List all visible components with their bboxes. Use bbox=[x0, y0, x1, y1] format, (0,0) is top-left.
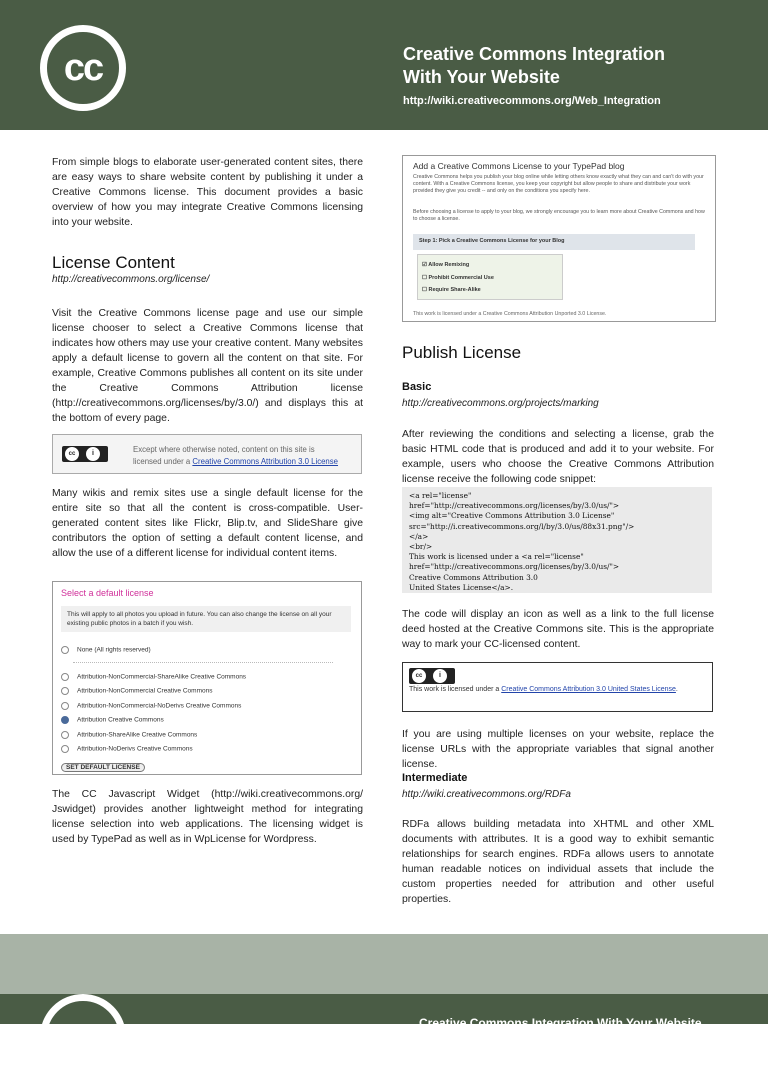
cc-badge-small: cc i bbox=[409, 668, 455, 684]
cc-logo: cc bbox=[40, 25, 126, 111]
intermediate-url[interactable]: http://wiki.creativecommons.org/RDFa bbox=[402, 789, 571, 800]
flickr-option-3[interactable]: Attribution-NonCommercial-NoDerivs Creative Commons bbox=[61, 702, 241, 710]
page-divider-band bbox=[0, 934, 768, 994]
header-bar bbox=[0, 0, 768, 130]
publish-license-heading: Publish License bbox=[402, 343, 522, 362]
site-license-notice bbox=[52, 434, 362, 474]
typepad-options bbox=[417, 254, 563, 300]
typepad-desc: Creative Commons helps you publish your blog online while letting others know exactly what they can and can't do with your content. With a Creative Commons license, you keep your copyright but allow people to share and distribute your work provided they give you credit -- and only on the conditions you specify here. bbox=[413, 174, 704, 195]
flickr-option-0[interactable]: None (All rights reserved) bbox=[61, 646, 151, 654]
title-line-2: With Your Website bbox=[403, 67, 560, 87]
title-line-1: Creative Commons Integration bbox=[403, 44, 666, 64]
typepad-title: Add a Creative Commons License to your TypePad blog bbox=[413, 161, 625, 171]
flickr-option-1[interactable]: Attribution-NonCommercial-ShareAlike Creative Commons bbox=[61, 673, 246, 681]
notice-text: Except where otherwise noted, content on this site is licensed under a Creative Commons Attribution 3.0 License bbox=[133, 445, 339, 466]
divider bbox=[73, 662, 333, 663]
header-url[interactable]: http://wiki.creativecommons.org/Web_Integration bbox=[403, 95, 661, 107]
intro-paragraph: From simple blogs to elaborate user-generated content sites, there are easy ways to share website content by publishing it under a Creative Commons license. This document provides a basic overview of how you may integrate Creative Commons licensing into your website. bbox=[52, 157, 363, 228]
wiki-paragraph: Many wikis and remix sites use a single default license for the entire site so that all the content is cross-compatible. User-generated content sites like Flickr, Blip.tv, and SlideShare give contributors the option of setting a default content license, and allow the use of a different license for individual content items. bbox=[52, 488, 363, 559]
set-default-license-button[interactable]: SET DEFAULT LICENSE bbox=[61, 763, 145, 772]
intermediate-section bbox=[402, 771, 714, 802]
notice-link[interactable]: Creative Commons Attribution 3.0 License bbox=[192, 457, 339, 466]
typepad-option-1[interactable]: ☐ Prohibit Commercial Use bbox=[422, 275, 494, 281]
sample-text: This work is licensed under a Creative Commons Attribution 3.0 United States License. bbox=[409, 686, 678, 693]
display-paragraph: The code will display an icon as well as a link to the full license deed hosted at the Creative Commons site. This is the appropriate way to mark your CC-licensed content. bbox=[402, 609, 714, 650]
flickr-option-4[interactable]: Attribution Creative Commons bbox=[61, 716, 164, 724]
footer-cc-logo: cc bbox=[40, 994, 126, 1080]
license-content-url[interactable]: http://creativecommons.org/license/ bbox=[52, 274, 210, 285]
typepad-screenshot bbox=[402, 155, 716, 322]
multi-paragraph: If you are using multiple licenses on your website, replace the license URLs with the appropriate variables that signal another license. bbox=[402, 729, 714, 770]
basic-section bbox=[402, 380, 714, 411]
cc-by-badge: cc i bbox=[62, 446, 108, 462]
flickr-option-6[interactable]: Attribution-NoDerivs Creative Commons bbox=[61, 745, 193, 753]
widget-paragraph: The CC Javascript Widget (http://wiki.creativecommons.org/ Jswidget) provides another lightweight method for integrating license selection into web applications. The licensing widget is used by TypePad as well as in WpLicense for Wordpress. bbox=[52, 789, 363, 845]
document-title bbox=[403, 43, 743, 89]
flickr-title: Select a default license bbox=[61, 588, 154, 598]
license-paragraph: Visit the Creative Commons license page and use our simple license chooser to select a Creative Commons license that indicates how others may use your creative content. Many websites apply a default license to govern all the content on that site. For example, Creative Commons publishes all content on its site under the Creative Commons Attribution license (http://creativecommons.org/licenses/by/3.0/) and displays this at the bottom of every page. bbox=[52, 308, 363, 424]
flickr-desc: This will apply to all photos you upload in future. You can also change the license on all your existing public photos in a batch if you wish. bbox=[61, 606, 351, 632]
basic-paragraph: After reviewing the conditions and selecting a license, grab the basic HTML code that is produced and add it to your website. For example, users who choose the Creative Commons Attribution license receive the following code snippet: bbox=[402, 429, 714, 485]
license-content-section bbox=[52, 255, 363, 287]
basic-heading: Basic bbox=[402, 381, 432, 393]
footer-bar bbox=[0, 994, 768, 1058]
license-content-heading: License Content bbox=[52, 253, 175, 272]
license-sample bbox=[402, 662, 713, 712]
typepad-option-2[interactable]: ☐ Require Share-Alike bbox=[422, 287, 481, 293]
flickr-option-2[interactable]: Attribution-NonCommercial Creative Commons bbox=[61, 687, 212, 695]
intermediate-heading: Intermediate bbox=[402, 772, 468, 784]
typepad-option-0[interactable]: ☑ Allow Remixing bbox=[422, 262, 470, 268]
publish-license-section bbox=[402, 345, 714, 360]
rdfa-paragraph: RDFa allows building metadata into XHTML and other XML documents with attributes. It is a good way to exhibit semantic relationships for search engines. RDFa allows users to annotate human readable notices on individual assets that include the custom properties needed for attribution and other useful properties. bbox=[402, 819, 714, 905]
sample-link[interactable]: Creative Commons Attribution 3.0 United States License bbox=[501, 686, 676, 693]
footer-title: Creative Commons Integration With Your Website bbox=[419, 1016, 702, 1030]
code-snippet: <a rel="license" href="http://creativecommons.org/licenses/by/3.0/us/"> <img alt="Creative Commons Attribution 3.0 License" src="http://i.creativecommons.org/l/by/3.0/us/88x31.png"/> </a> <br/> This work is licensed under a <a rel="license" href="http://creativecommons.org/licenses/by/3.0/us/"> Creative Commons Attribution 3.0 United States License</a>. bbox=[402, 487, 712, 593]
flickr-option-5[interactable]: Attribution-ShareAlike Creative Commons bbox=[61, 731, 197, 739]
typepad-footer: This work is licensed under a Creative Commons Attribution Unported 3.0 License. bbox=[413, 311, 607, 317]
basic-url[interactable]: http://creativecommons.org/projects/marking bbox=[402, 398, 599, 409]
flickr-license-screenshot bbox=[52, 581, 362, 775]
typepad-desc-2: Before choosing a license to apply to your blog, we strongly encourage you to learn more about Creative Commons and how to choose a license. bbox=[413, 209, 705, 223]
typepad-step: Step 1: Pick a Creative Commons License for your Blog bbox=[413, 234, 695, 250]
